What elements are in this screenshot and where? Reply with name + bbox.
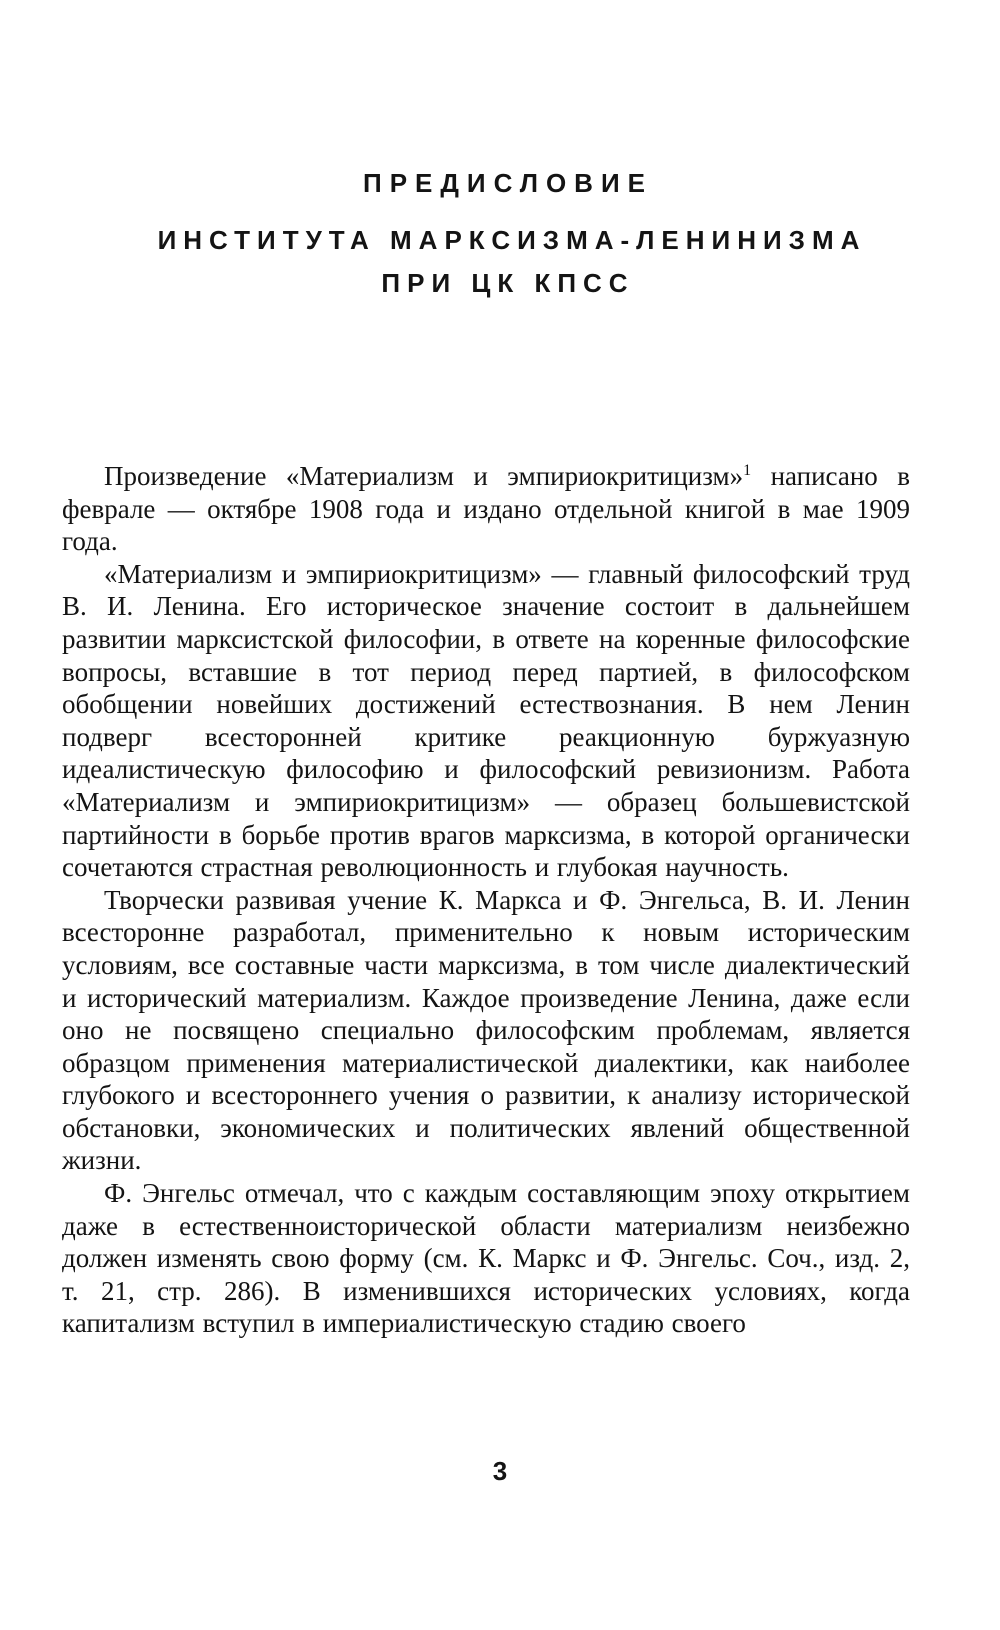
paragraph-1-rest: написано в феврале — октябре 1908 года и издано отдельной книгой в мае 1909 года. <box>62 461 910 557</box>
heading-committee: ПРИ ЦК КПСС <box>381 268 635 298</box>
body-text <box>62 460 910 1340</box>
paragraph-1 <box>62 460 910 558</box>
page-number: 3 <box>492 1456 508 1486</box>
footnote-ref[interactable]: 1 <box>743 462 752 479</box>
paragraph-3: Творчески развивая учение К. Маркса и Ф. Энгельса, В. И. Ленин всесторонне разработал, применительно к новым историческим условиям, все составные части марксизма, в том числе диалектический и исторический материализм. Каждое произведение Ленина, даже если оно не посвящено специально философским проблемам, является образцом применения материалистической диалектики, как наиболее глубокого и всестороннего учения о развитии, к анализу исторической обстановки, экономических и политических явлений общественной жизни. <box>62 884 910 1176</box>
heading-institute: ИНСТИТУТА МАРКСИЗМА-ЛЕНИНИЗМА <box>157 225 867 255</box>
paragraph-2: «Материализм и эмпириокритицизм» — главный философский труд В. И. Ленина. Его историческое значение состоит в дальнейшем развитии марксистской философии, в ответе на коренные философские вопросы, вставшие в тот период перед партией, в философском обобщении новейших достижений естествознания. В нем Ленин подверг всесторонней критике реакционную буржуазную идеалистическую философию и философский ревизионизм. Работа «Материализм и эмпириокритицизм» — образец большевистской партийности в борьбе против врагов марксизма, в которой органически сочетаются страстная революционность и глубокая научность. <box>62 558 910 883</box>
paragraph-4: Ф. Энгельс отмечал, что с каждым составляющим эпоху открытием даже в естественноисторической области материализм неизбежно должен изменять свою форму (см. К. Маркс и Ф. Энгельс. Соч., изд. 2, т. 21, стр. 286). В изменившихся исторических условиях, когда капитализм вступил в империалистическую стадию своего <box>62 1178 910 1339</box>
paragraph-1-text: Произведение «Материализм и эмпириокритицизм» <box>104 461 744 491</box>
heading-preface: ПРЕДИСЛОВИЕ <box>363 168 653 198</box>
